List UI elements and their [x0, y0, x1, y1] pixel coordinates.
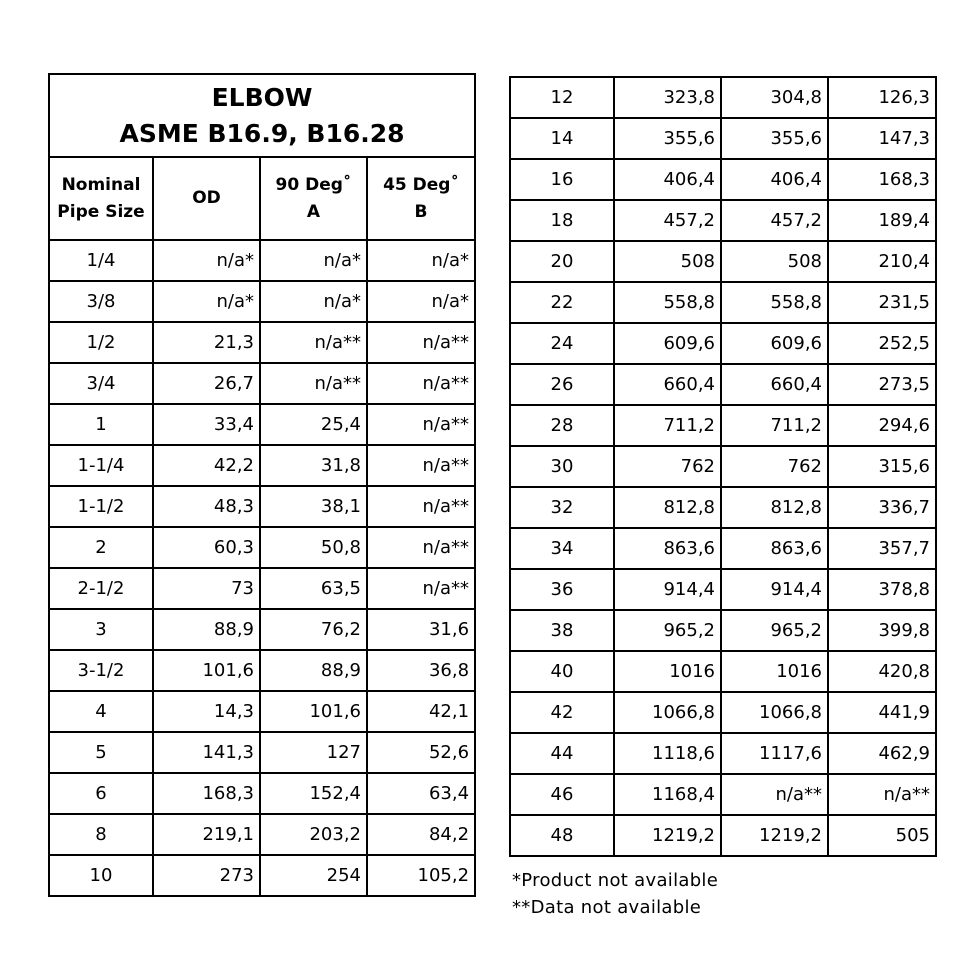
cell-od: 323,8 [614, 77, 721, 118]
table-row [510, 692, 936, 733]
cell-90-deg: 406,4 [721, 159, 828, 200]
cell-90-deg: 965,2 [721, 610, 828, 651]
cell-od: 711,2 [614, 405, 721, 446]
cell-45-deg: 505 [828, 815, 936, 856]
cell-od: n/a* [153, 240, 260, 281]
cell-nominal-size: 30 [510, 446, 614, 487]
table-row [510, 241, 936, 282]
table-row [510, 282, 936, 323]
cell-45-deg: 420,8 [828, 651, 936, 692]
cell-45-deg: 36,8 [367, 650, 475, 691]
cell-90-deg: 711,2 [721, 405, 828, 446]
cell-90-deg: 203,2 [260, 814, 367, 855]
elbow-table-right [509, 76, 937, 857]
table-row [510, 446, 936, 487]
cell-45-deg: 105,2 [367, 855, 475, 896]
cell-od: 48,3 [153, 486, 260, 527]
right-table-body [510, 77, 936, 856]
cell-od: 73 [153, 568, 260, 609]
cell-90-deg: 355,6 [721, 118, 828, 159]
cell-90-deg: 1219,2 [721, 815, 828, 856]
table-row [49, 855, 475, 896]
cell-45-deg: 42,1 [367, 691, 475, 732]
table-row [510, 77, 936, 118]
cell-45-deg: n/a* [367, 281, 475, 322]
cell-od: n/a* [153, 281, 260, 322]
table-row [49, 363, 475, 404]
table-row [510, 487, 936, 528]
cell-45-deg: n/a** [367, 445, 475, 486]
cell-nominal-size: 18 [510, 200, 614, 241]
table-row [510, 118, 936, 159]
cell-od: 21,3 [153, 322, 260, 363]
cell-od: 42,2 [153, 445, 260, 486]
cell-nominal-size: 36 [510, 569, 614, 610]
cell-90-deg: 1016 [721, 651, 828, 692]
cell-90-deg: 863,6 [721, 528, 828, 569]
cell-od: 1219,2 [614, 815, 721, 856]
cell-od: 141,3 [153, 732, 260, 773]
cell-nominal-size: 2-1/2 [49, 568, 153, 609]
table-row [510, 364, 936, 405]
cell-90-deg: 558,8 [721, 282, 828, 323]
table-title [49, 74, 475, 157]
table-row [510, 528, 936, 569]
cell-nominal-size: 1/2 [49, 322, 153, 363]
cell-od: 457,2 [614, 200, 721, 241]
footnote-product-not-available: *Product not available [512, 870, 719, 891]
cell-90-deg: 63,5 [260, 568, 367, 609]
cell-od: 33,4 [153, 404, 260, 445]
table-row [510, 733, 936, 774]
cell-nominal-size: 26 [510, 364, 614, 405]
cell-od: 88,9 [153, 609, 260, 650]
table-row [49, 445, 475, 486]
cell-od: 273 [153, 855, 260, 896]
cell-od: 1016 [614, 651, 721, 692]
cell-nominal-size: 42 [510, 692, 614, 733]
table-row [49, 732, 475, 773]
cell-45-deg: n/a** [367, 527, 475, 568]
cell-90-deg: 304,8 [721, 77, 828, 118]
cell-90-deg: 76,2 [260, 609, 367, 650]
cell-nominal-size: 38 [510, 610, 614, 651]
cell-nominal-size: 16 [510, 159, 614, 200]
cell-nominal-size: 24 [510, 323, 614, 364]
table-row [510, 323, 936, 364]
cell-90-deg: 609,6 [721, 323, 828, 364]
cell-90-deg: n/a** [260, 322, 367, 363]
cell-nominal-size: 3-1/2 [49, 650, 153, 691]
cell-nominal-size: 12 [510, 77, 614, 118]
cell-90-deg: n/a* [260, 281, 367, 322]
cell-45-deg: 336,7 [828, 487, 936, 528]
cell-45-deg: 231,5 [828, 282, 936, 323]
cell-45-deg: 315,6 [828, 446, 936, 487]
cell-od: 965,2 [614, 610, 721, 651]
cell-90-deg: 1117,6 [721, 733, 828, 774]
cell-nominal-size: 40 [510, 651, 614, 692]
cell-45-deg: 63,4 [367, 773, 475, 814]
cell-od: 406,4 [614, 159, 721, 200]
cell-od: 660,4 [614, 364, 721, 405]
cell-nominal-size: 5 [49, 732, 153, 773]
cell-45-deg: n/a** [367, 404, 475, 445]
cell-od: 26,7 [153, 363, 260, 404]
table-row [49, 404, 475, 445]
cell-90-deg: 660,4 [721, 364, 828, 405]
table-row [49, 281, 475, 322]
cell-od: 60,3 [153, 527, 260, 568]
cell-nominal-size: 8 [49, 814, 153, 855]
cell-od: 1118,6 [614, 733, 721, 774]
cell-od: 558,8 [614, 282, 721, 323]
cell-90-deg: 101,6 [260, 691, 367, 732]
cell-45-deg: 273,5 [828, 364, 936, 405]
table-row [49, 568, 475, 609]
title-line-2: ASME B16.9, B16.28 [119, 118, 405, 148]
cell-90-deg: n/a** [721, 774, 828, 815]
cell-90-deg: n/a** [260, 363, 367, 404]
header-90-deg: 90 Deg˚ A [260, 157, 367, 240]
cell-nominal-size: 10 [49, 855, 153, 896]
table-row [510, 569, 936, 610]
table-row [510, 815, 936, 856]
table-row [49, 814, 475, 855]
cell-45-deg: 189,4 [828, 200, 936, 241]
footnotes [512, 867, 718, 921]
cell-90-deg: 812,8 [721, 487, 828, 528]
cell-nominal-size: 4 [49, 691, 153, 732]
cell-nominal-size: 48 [510, 815, 614, 856]
cell-od: 914,4 [614, 569, 721, 610]
header-od: OD [153, 157, 260, 240]
cell-90-deg: 50,8 [260, 527, 367, 568]
cell-45-deg: 294,6 [828, 405, 936, 446]
cell-od: 508 [614, 241, 721, 282]
cell-90-deg: 127 [260, 732, 367, 773]
cell-od: 863,6 [614, 528, 721, 569]
cell-nominal-size: 1-1/4 [49, 445, 153, 486]
cell-nominal-size: 22 [510, 282, 614, 323]
cell-nominal-size: 3/8 [49, 281, 153, 322]
cell-45-deg: 399,8 [828, 610, 936, 651]
cell-90-deg: 31,8 [260, 445, 367, 486]
table-row [510, 405, 936, 446]
cell-90-deg: 914,4 [721, 569, 828, 610]
cell-od: 14,3 [153, 691, 260, 732]
cell-45-deg: 252,5 [828, 323, 936, 364]
cell-nominal-size: 28 [510, 405, 614, 446]
header-nominal-pipe-size: Nominal Pipe Size [49, 157, 153, 240]
cell-45-deg: 357,7 [828, 528, 936, 569]
table-row [49, 527, 475, 568]
cell-nominal-size: 2 [49, 527, 153, 568]
table-row [510, 651, 936, 692]
cell-od: 168,3 [153, 773, 260, 814]
cell-od: 609,6 [614, 323, 721, 364]
table-row [49, 691, 475, 732]
cell-90-deg: 152,4 [260, 773, 367, 814]
cell-45-deg: 378,8 [828, 569, 936, 610]
cell-45-deg: n/a* [367, 240, 475, 281]
footnote-data-not-available: **Data not available [512, 897, 702, 918]
cell-45-deg: 126,3 [828, 77, 936, 118]
cell-90-deg: 25,4 [260, 404, 367, 445]
cell-nominal-size: 32 [510, 487, 614, 528]
cell-nominal-size: 6 [49, 773, 153, 814]
cell-90-deg: n/a* [260, 240, 367, 281]
cell-90-deg: 38,1 [260, 486, 367, 527]
table-row [49, 486, 475, 527]
table-row [49, 650, 475, 691]
cell-45-deg: 168,3 [828, 159, 936, 200]
cell-45-deg: n/a** [367, 363, 475, 404]
title-line-1: ELBOW [211, 82, 313, 112]
elbow-table-left [48, 73, 476, 897]
left-table-body [49, 240, 475, 896]
cell-90-deg: 1066,8 [721, 692, 828, 733]
table-row [49, 240, 475, 281]
cell-nominal-size: 34 [510, 528, 614, 569]
table-row [510, 774, 936, 815]
cell-45-deg: 147,3 [828, 118, 936, 159]
cell-90-deg: 457,2 [721, 200, 828, 241]
cell-90-deg: 88,9 [260, 650, 367, 691]
cell-nominal-size: 46 [510, 774, 614, 815]
table-row [49, 609, 475, 650]
table-row [49, 773, 475, 814]
cell-nominal-size: 3 [49, 609, 153, 650]
cell-od: 1066,8 [614, 692, 721, 733]
cell-90-deg: 508 [721, 241, 828, 282]
cell-od: 219,1 [153, 814, 260, 855]
cell-90-deg: 254 [260, 855, 367, 896]
cell-nominal-size: 1 [49, 404, 153, 445]
cell-nominal-size: 44 [510, 733, 614, 774]
cell-od: 355,6 [614, 118, 721, 159]
cell-nominal-size: 3/4 [49, 363, 153, 404]
cell-45-deg: 441,9 [828, 692, 936, 733]
cell-nominal-size: 1-1/2 [49, 486, 153, 527]
cell-45-deg: 210,4 [828, 241, 936, 282]
cell-45-deg: n/a** [367, 322, 475, 363]
cell-45-deg: n/a** [828, 774, 936, 815]
header-45-deg: 45 Deg˚ B [367, 157, 475, 240]
table-row [510, 610, 936, 651]
cell-45-deg: n/a** [367, 486, 475, 527]
cell-45-deg: 52,6 [367, 732, 475, 773]
table-row [510, 159, 936, 200]
cell-od: 762 [614, 446, 721, 487]
cell-45-deg: 84,2 [367, 814, 475, 855]
cell-45-deg: n/a** [367, 568, 475, 609]
cell-od: 101,6 [153, 650, 260, 691]
table-row [510, 200, 936, 241]
cell-45-deg: 31,6 [367, 609, 475, 650]
cell-nominal-size: 14 [510, 118, 614, 159]
cell-od: 1168,4 [614, 774, 721, 815]
cell-nominal-size: 1/4 [49, 240, 153, 281]
cell-90-deg: 762 [721, 446, 828, 487]
cell-od: 812,8 [614, 487, 721, 528]
cell-45-deg: 462,9 [828, 733, 936, 774]
cell-nominal-size: 20 [510, 241, 614, 282]
table-row [49, 322, 475, 363]
